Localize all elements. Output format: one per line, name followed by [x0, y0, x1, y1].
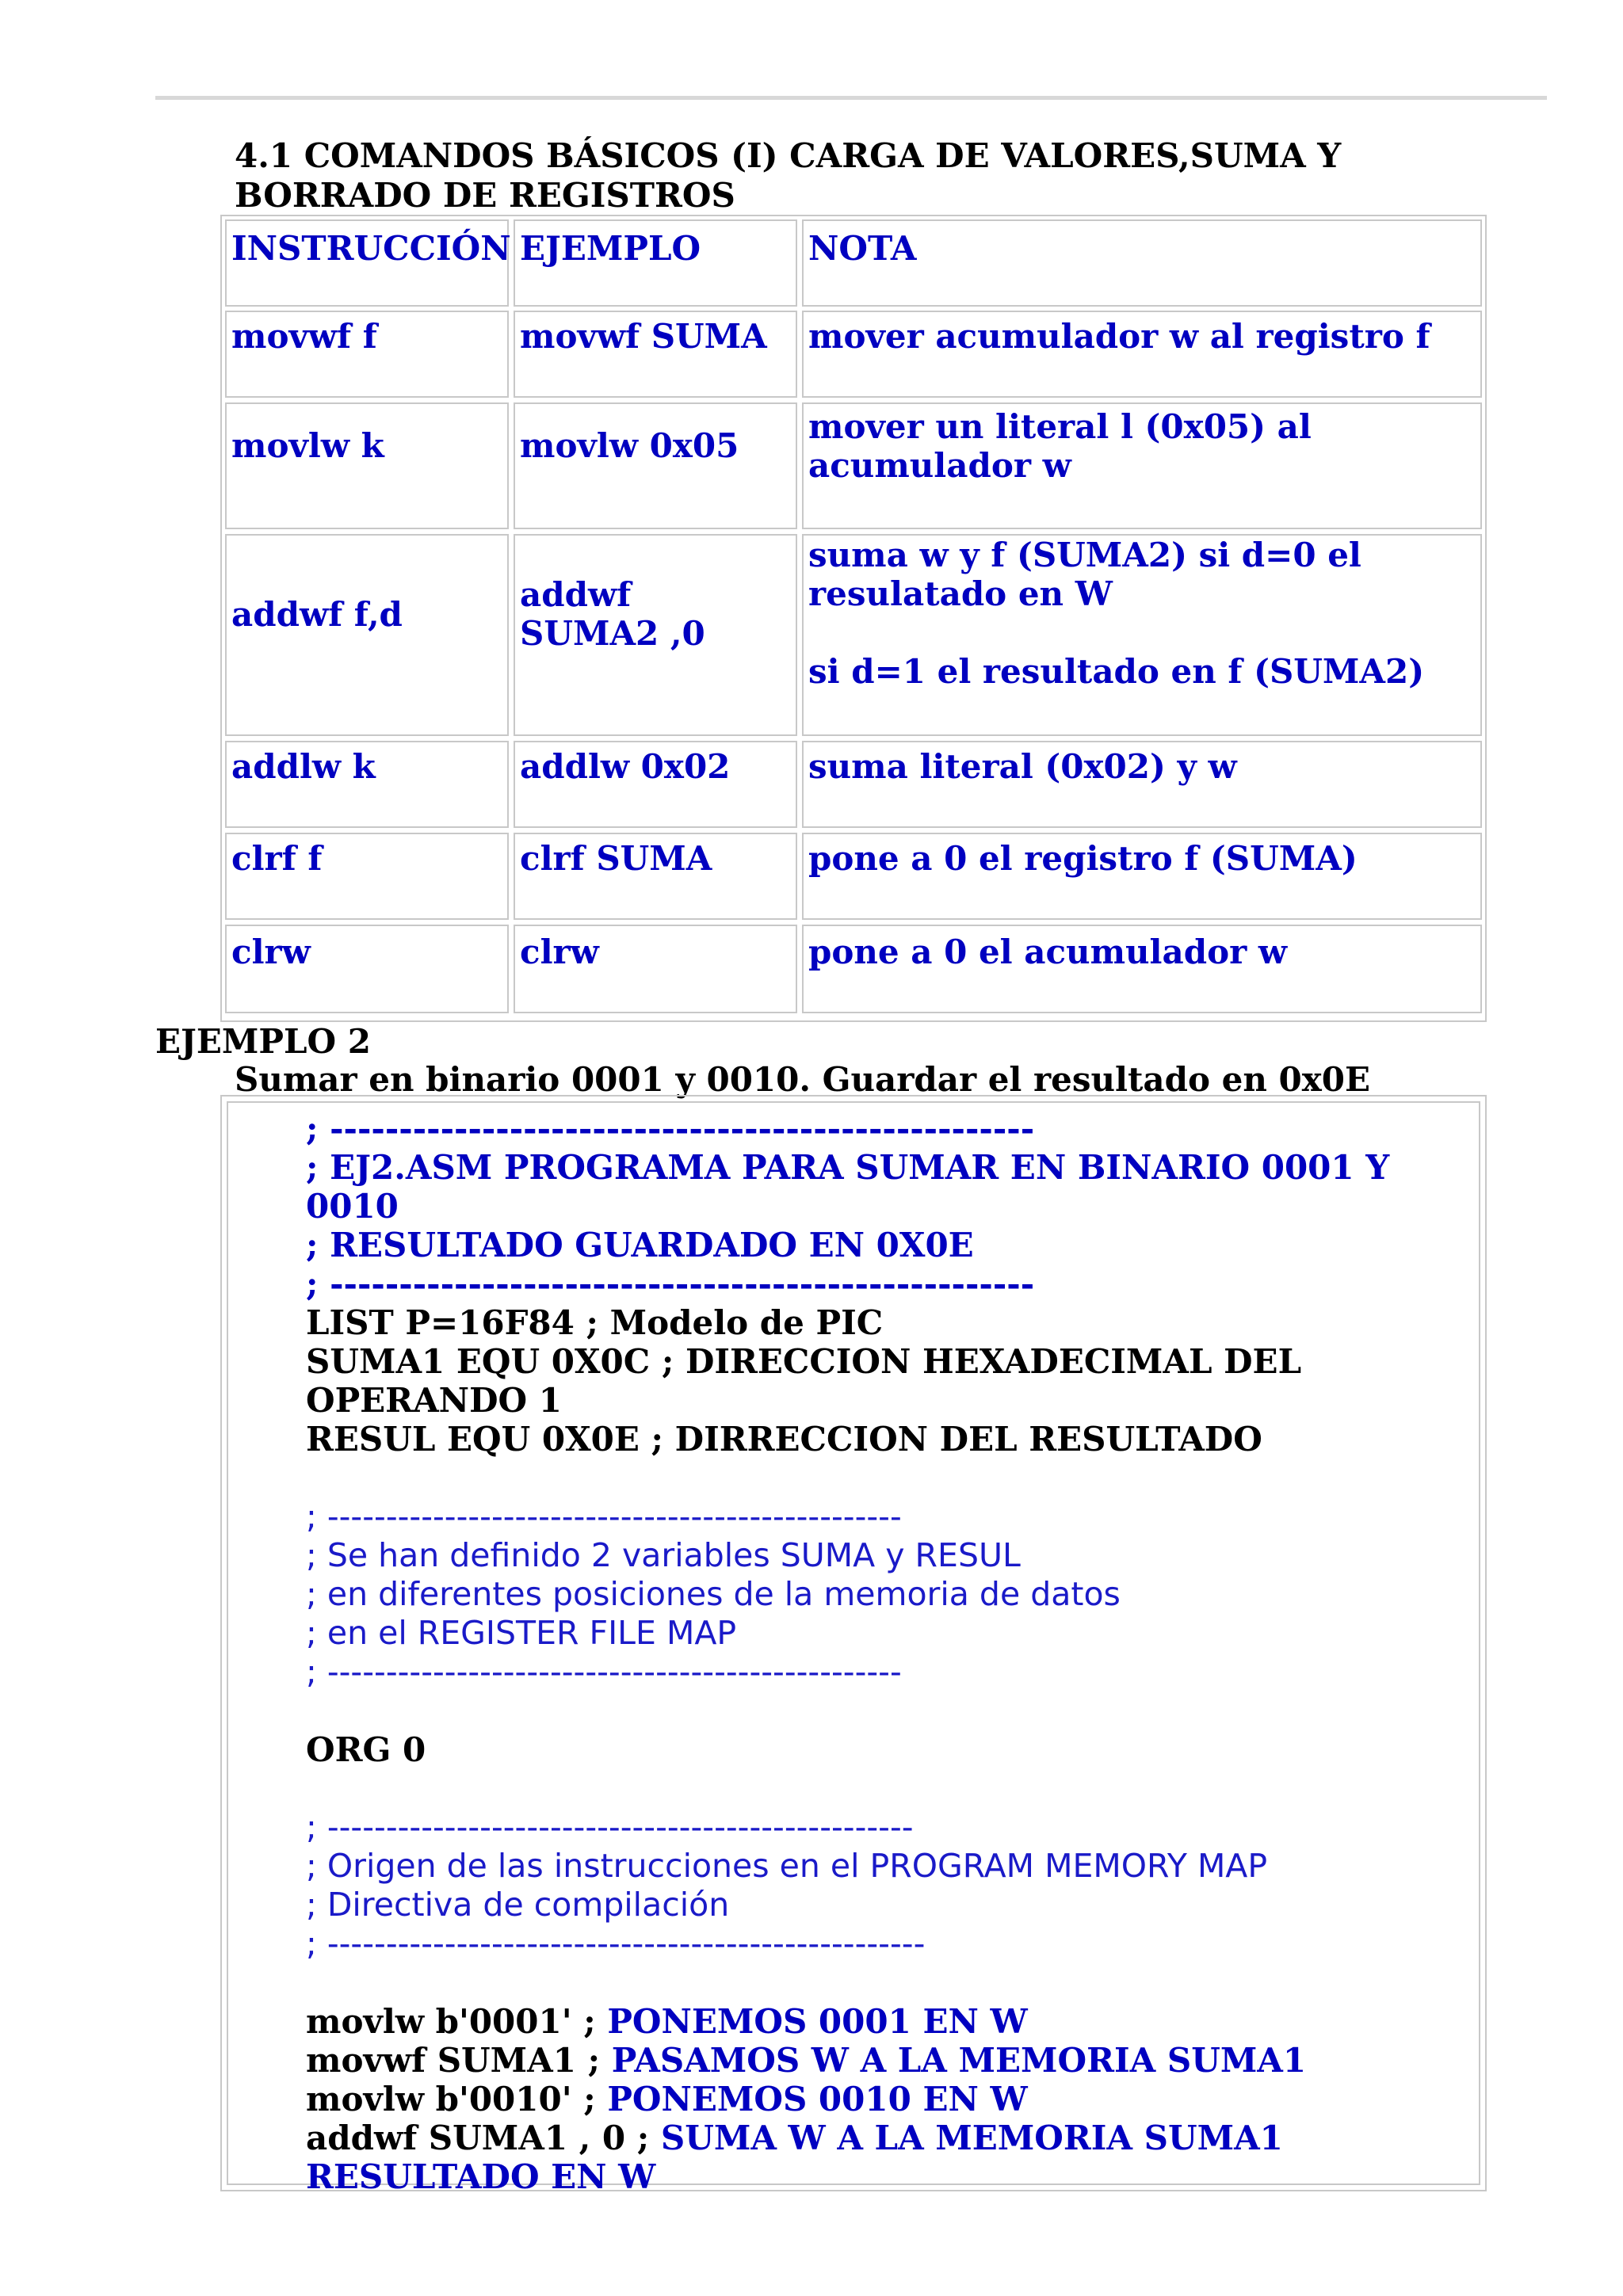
instruction-code: movlw b'0001' ; — [306, 2002, 608, 2041]
code-instruction — [306, 2041, 1447, 2080]
table-row — [225, 402, 1485, 529]
comment-line: ; Se han definido 2 variables SUMA y RESUL — [306, 1536, 1021, 1574]
header-cell-nota: NOTA — [802, 219, 1482, 307]
cell-ejemplo: movlw 0x05 — [514, 402, 797, 529]
code-header-separator: ; --------------------------------------------------- — [306, 1264, 1035, 1303]
comment-line: ; en diferentes posiciones de la memoria de datos — [306, 1575, 1121, 1613]
cell-instruccion: clrw — [225, 925, 509, 1013]
cell-instruccion: movwf f — [225, 311, 509, 398]
header-cell-instruccion: INSTRUCCIÓN — [225, 219, 509, 307]
instruction-code: movwf SUMA1 ; — [306, 2041, 612, 2080]
cell-ejemplo: clrw — [514, 925, 797, 1013]
cell-nota: pone a 0 el registro f (SUMA) — [802, 833, 1482, 920]
cell-ejemplo: clrf SUMA — [514, 833, 797, 920]
blank-line — [306, 1963, 1447, 2002]
cell-nota: mover un literal l (0x05) al acumulador w — [802, 402, 1482, 529]
code-instruction — [306, 2080, 1447, 2119]
cell-instruccion: movlw k — [225, 402, 509, 529]
blank-line — [306, 1691, 1447, 1730]
instruction-comment: PONEMOS 0001 EN W — [607, 2002, 1028, 2041]
code-block — [306, 1109, 1447, 2196]
blank-line — [306, 1769, 1447, 1808]
instruction-comment: PASAMOS W A LA MEMORIA SUMA1 — [611, 2041, 1307, 2080]
code-instruction — [306, 2002, 1447, 2041]
comment-separator: ; -------------------------------------------------- — [306, 1808, 914, 1846]
instruction-code: movlw b'0010' ; — [306, 2080, 608, 2119]
code-line-resul: RESUL EQU 0X0E ; DIRRECCION DEL RESULTADO — [306, 1420, 1262, 1459]
code-header-line: ; RESULTADO GUARDADO EN 0X0E — [306, 1226, 974, 1264]
table-row — [225, 925, 1485, 1013]
instruction-code: addwf SUMA1 , 0 ; — [306, 2119, 661, 2157]
comment-line: ; en el REGISTER FILE MAP — [306, 1614, 737, 1652]
cell-nota: pone a 0 el acumulador w — [802, 925, 1482, 1013]
comment-separator: ; ------------------------------------------------- — [306, 1653, 902, 1691]
comment-separator: ; ------------------------------------------------- — [306, 1497, 902, 1535]
cell-nota: suma literal (0x02) y w — [802, 741, 1482, 828]
cell-instruccion: addlw k — [225, 741, 509, 828]
blank-line — [306, 1459, 1447, 1497]
top-divider — [155, 96, 1547, 100]
comment-line: ; Origen de las instrucciones en el PROGRAM MEMORY MAP — [306, 1847, 1268, 1885]
table-row — [225, 741, 1485, 828]
instruction-comment: PONEMOS 0010 EN W — [607, 2080, 1028, 2119]
example-subtitle: Sumar en binario 0001 y 0010. Guardar el resultado en 0x0E — [235, 1060, 1370, 1099]
code-header-line: ; EJ2.ASM PROGRAMA PARA SUMAR EN BINARIO 0001 Y 0010 — [306, 1148, 1401, 1226]
cell-ejemplo: movwf SUMA — [514, 311, 797, 398]
header-cell-ejemplo: EJEMPLO — [514, 219, 797, 307]
table-row — [225, 833, 1485, 920]
table-header-row — [225, 219, 1485, 307]
cell-ejemplo: addwf SUMA2 ,0 — [514, 534, 797, 736]
section-title: 4.1 COMANDOS BÁSICOS (I) CARGA DE VALORES,SUMA Y BORRADO DE REGISTROS — [235, 136, 1342, 215]
cell-nota: mover acumulador w al registro f — [802, 311, 1482, 398]
example-title: EJEMPLO 2 — [155, 1022, 371, 1061]
cell-instruccion: addwf f,d — [225, 534, 509, 736]
table-row — [225, 311, 1485, 398]
cell-instruccion: clrf f — [225, 833, 509, 920]
code-line-org: ORG 0 — [306, 1730, 426, 1769]
code-line-list: LIST P=16F84 ; Modelo de PIC — [306, 1303, 884, 1342]
code-header-separator: ; --------------------------------------------------- — [306, 1109, 1035, 1148]
cell-ejemplo: addlw 0x02 — [514, 741, 797, 828]
code-instruction — [306, 2119, 1447, 2196]
commands-table — [220, 215, 1487, 1022]
comment-separator: ; --------------------------------------------------- — [306, 1924, 926, 1962]
instruction-comment: SUMA W A LA MEMORIA SUMA1 RESULTADO EN W — [306, 2119, 1295, 2196]
cell-nota: suma w y f (SUMA2) si d=0 el resulatado en W si d=1 el resultado en f (SUMA2) — [802, 534, 1482, 736]
table-row — [225, 534, 1485, 736]
code-line-suma1: SUMA1 EQU 0X0C ; DIRECCION HEXADECIMAL DEL OPERANDO 1 — [306, 1342, 1313, 1420]
comment-line: ; Directiva de compilación — [306, 1886, 730, 1924]
